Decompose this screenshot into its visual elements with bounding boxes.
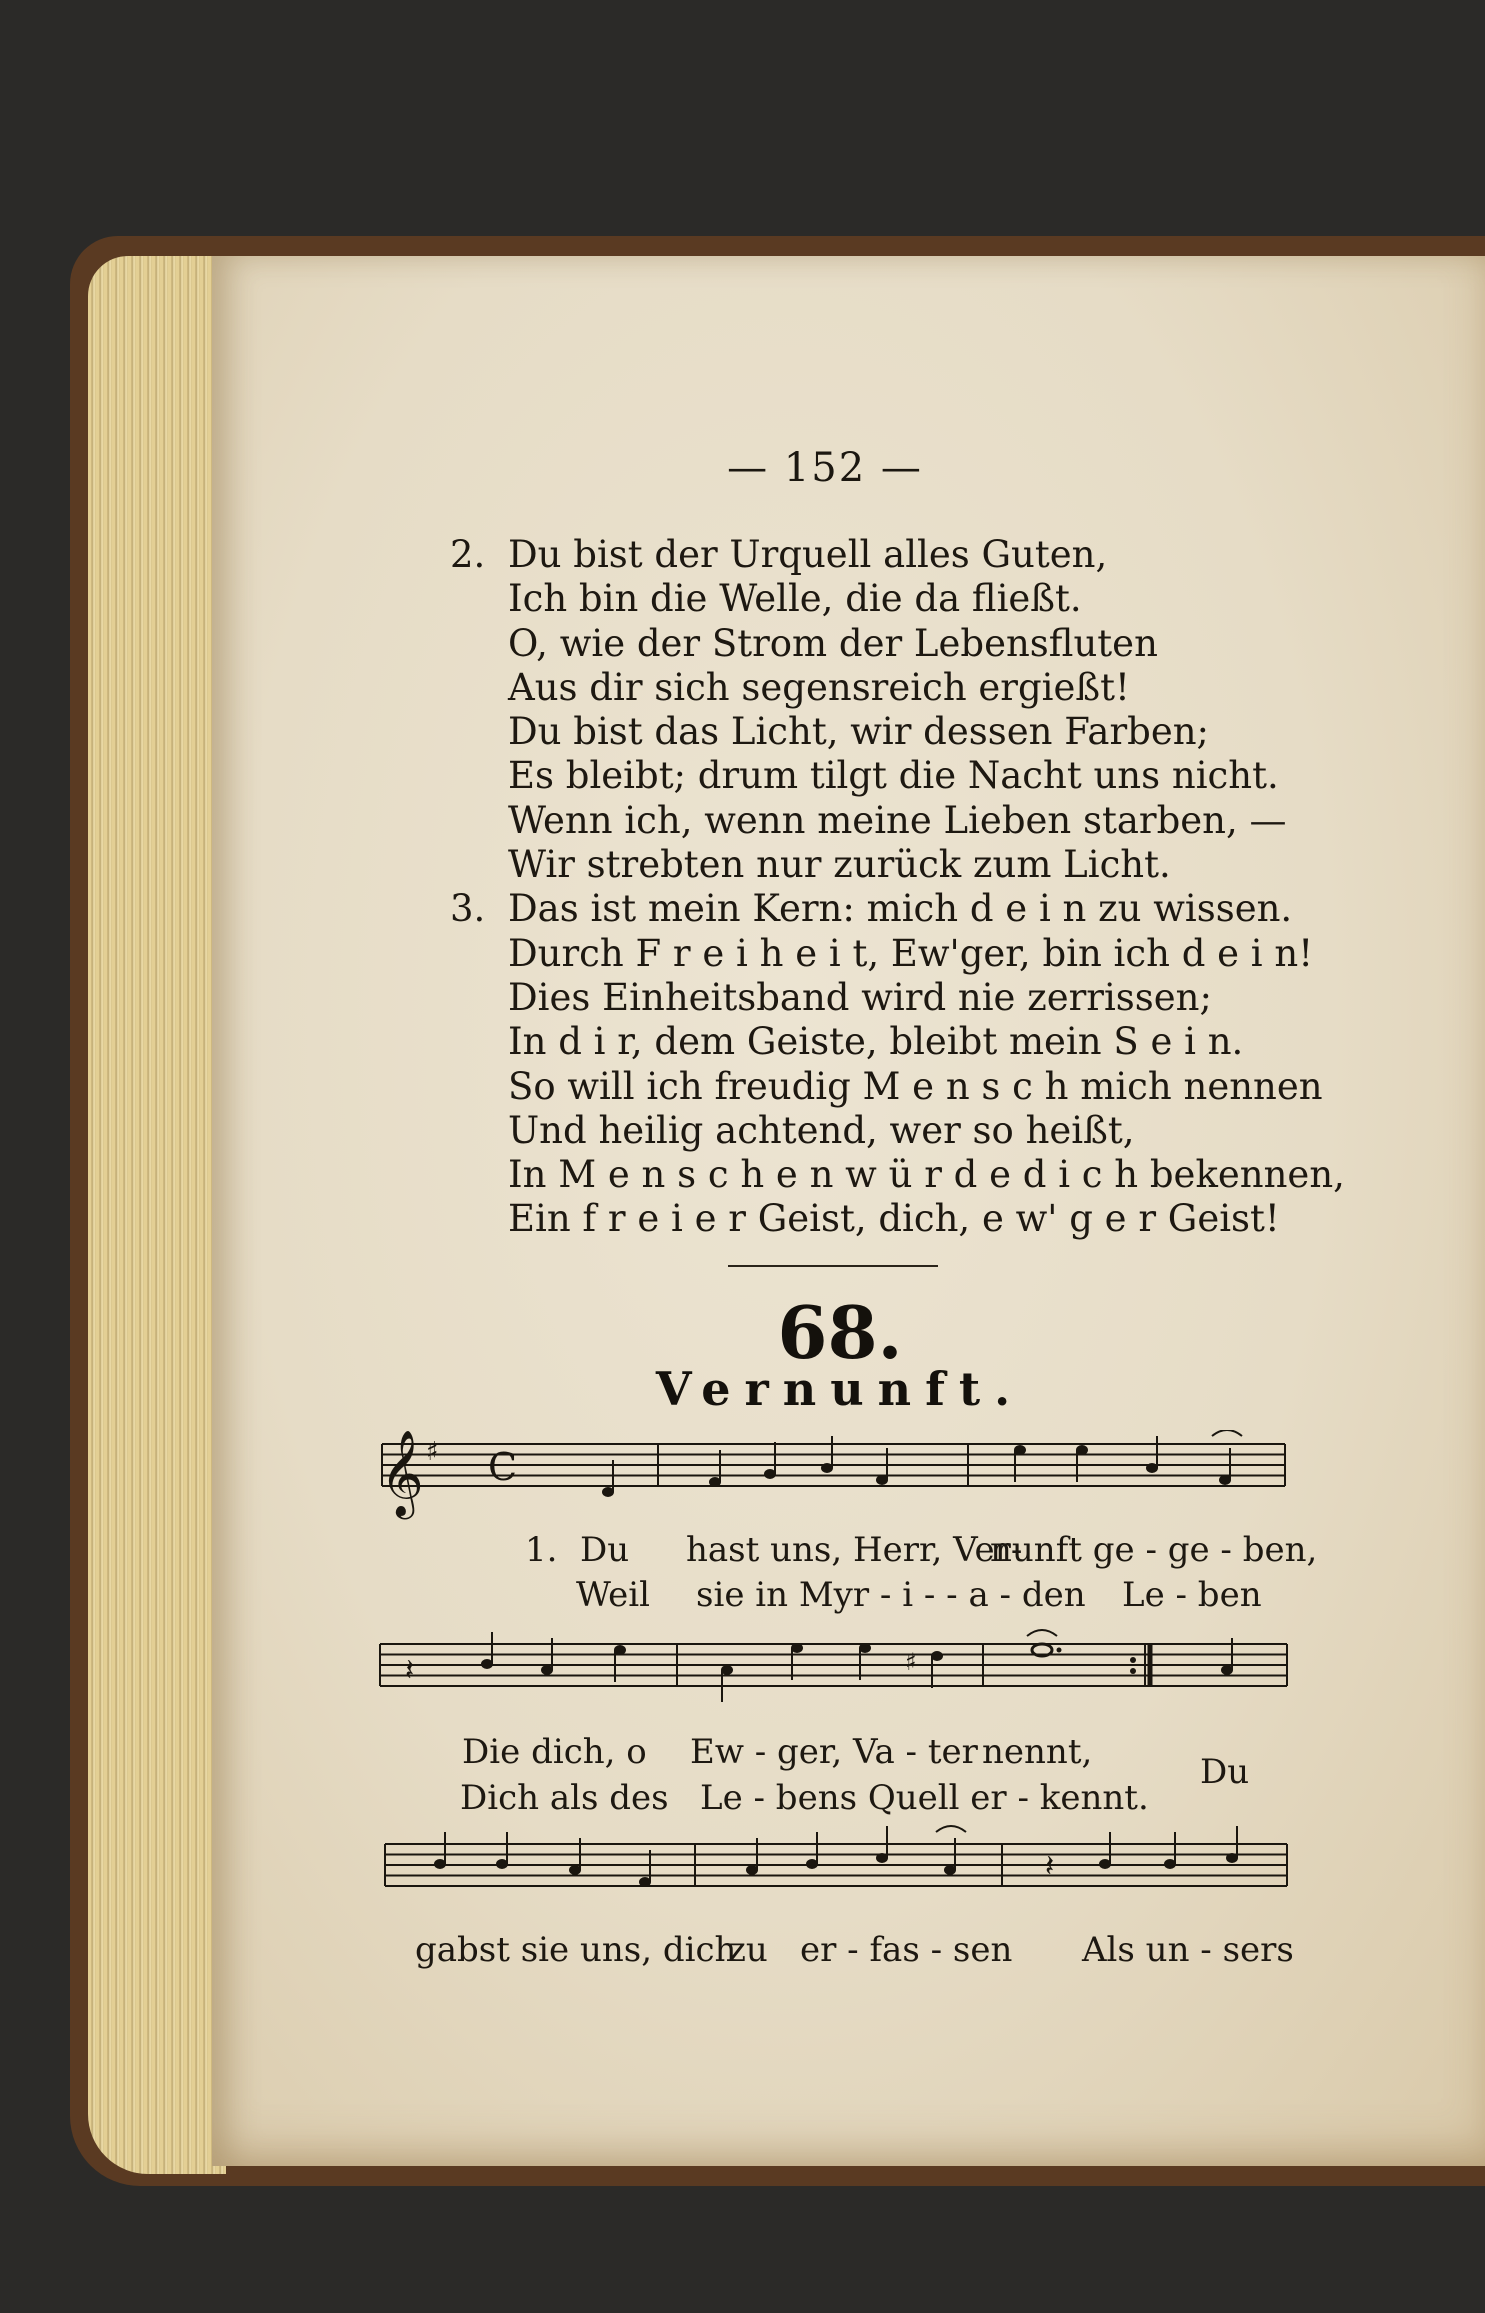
verses-block (450, 533, 1345, 1242)
page-number: — 152 — (727, 445, 923, 491)
lyric: nennt, (982, 1732, 1093, 1772)
verse-line (450, 1064, 1323, 1109)
section-divider (728, 1265, 938, 1267)
sharp-icon: ♯ (905, 1648, 917, 1676)
fermata-icon (1027, 1630, 1057, 1636)
verse-text: Wenn ich, wenn meine Lieben starben, — (508, 798, 1287, 842)
verse-line (450, 577, 1250, 621)
treble-clef-icon: 𝄞 (380, 1430, 424, 1516)
verse-number: 3. (450, 887, 486, 931)
lyric: Weil (576, 1575, 651, 1615)
verse-line (450, 1197, 1280, 1241)
lyric: er - fas - sen (800, 1930, 1013, 1970)
verse-text: Ein f r e i e r Geist, dich, e w' g e r Geist! (508, 1197, 1280, 1241)
lyric-num: 1. (525, 1530, 558, 1570)
lyric: Ew - ger, Va - ter (690, 1732, 978, 1772)
verse-line (450, 798, 1287, 843)
verse-line (450, 843, 1250, 887)
lyric: Als un - sers (1082, 1930, 1294, 1970)
verse-text: In M e n s c h e n w ü r d e d i c h bekennen, (508, 1153, 1345, 1197)
lyric: nunft ge - ge - ben, (990, 1530, 1318, 1570)
verse-line (450, 666, 1250, 710)
verse-line (450, 710, 1250, 754)
lyric: Dich als des (460, 1778, 669, 1818)
verse-line (450, 1153, 1345, 1197)
verse-text: Ich bin die Welle, die da fließt. (508, 577, 1082, 621)
page-edges (88, 256, 226, 2174)
common-time-icon: C (488, 1445, 518, 1489)
verse-text: Und heilig achtend, wer so heißt, (508, 1108, 1135, 1152)
rest-icon: 𝄽 (405, 1653, 415, 1688)
hymn-title: Vernunft. (655, 1362, 1025, 1416)
verse-text: Aus dir sich segensreich ergießt! (508, 665, 1130, 709)
verse-text: Du bist das Licht, wir dessen Farben; (508, 710, 1210, 754)
verse-line (450, 976, 1250, 1020)
verse-line (450, 533, 1250, 577)
lyric: hast uns, Herr, Ver- (686, 1530, 1023, 1570)
verse-text: Durch F r e i h e i t, Ew'ger, bin ich d e i n! (508, 931, 1314, 975)
verse-text: So will ich freudig M e n s c h mich nennen (508, 1064, 1323, 1108)
verse-number: 2. (450, 533, 486, 576)
hymn-number: 68. (777, 1290, 903, 1375)
fermata-icon (1212, 1430, 1242, 1436)
lyric: Du (580, 1530, 630, 1570)
verse-text: In d i r, dem Geiste, bleibt mein S e i n. (508, 1020, 1244, 1064)
lyric: Die dich, o (462, 1732, 647, 1772)
verse-line (450, 1109, 1250, 1153)
verse-line (450, 1020, 1250, 1064)
verse-text: Es bleibt; drum tilgt die Nacht uns nicht. (508, 754, 1279, 798)
lyric: Le - ben (1122, 1575, 1262, 1615)
music-staff-2 (375, 1620, 1295, 1730)
rest-icon: 𝄽 (1045, 1849, 1055, 1884)
verse-text: Das ist mein Kern: mich d e i n zu wissen. (508, 887, 1293, 931)
music-staff-3 (380, 1820, 1300, 1930)
verse-text: Dies Einheitsband wird nie zerrissen; (508, 975, 1212, 1019)
lyric: sie in Myr - i - - a - den (696, 1575, 1086, 1615)
verse-text: Du bist der Urquell alles Guten, (508, 533, 1108, 576)
verse-text: Wir strebten nur zurück zum Licht. (508, 843, 1171, 887)
lyric: zu (728, 1930, 768, 1970)
verse-line (450, 622, 1250, 666)
verse-line (450, 931, 1314, 976)
lyric: Le - bens Quell er - kennt. (700, 1778, 1149, 1818)
verse-text: O, wie der Strom der Lebensfluten (508, 621, 1158, 665)
lyric: gabst sie uns, dich (415, 1930, 737, 1970)
lyric: Du (1200, 1752, 1250, 1792)
sharp-icon: ♯ (426, 1437, 439, 1467)
fermata-icon (936, 1826, 966, 1832)
verse-line (450, 887, 1293, 931)
verse-line (450, 754, 1279, 798)
